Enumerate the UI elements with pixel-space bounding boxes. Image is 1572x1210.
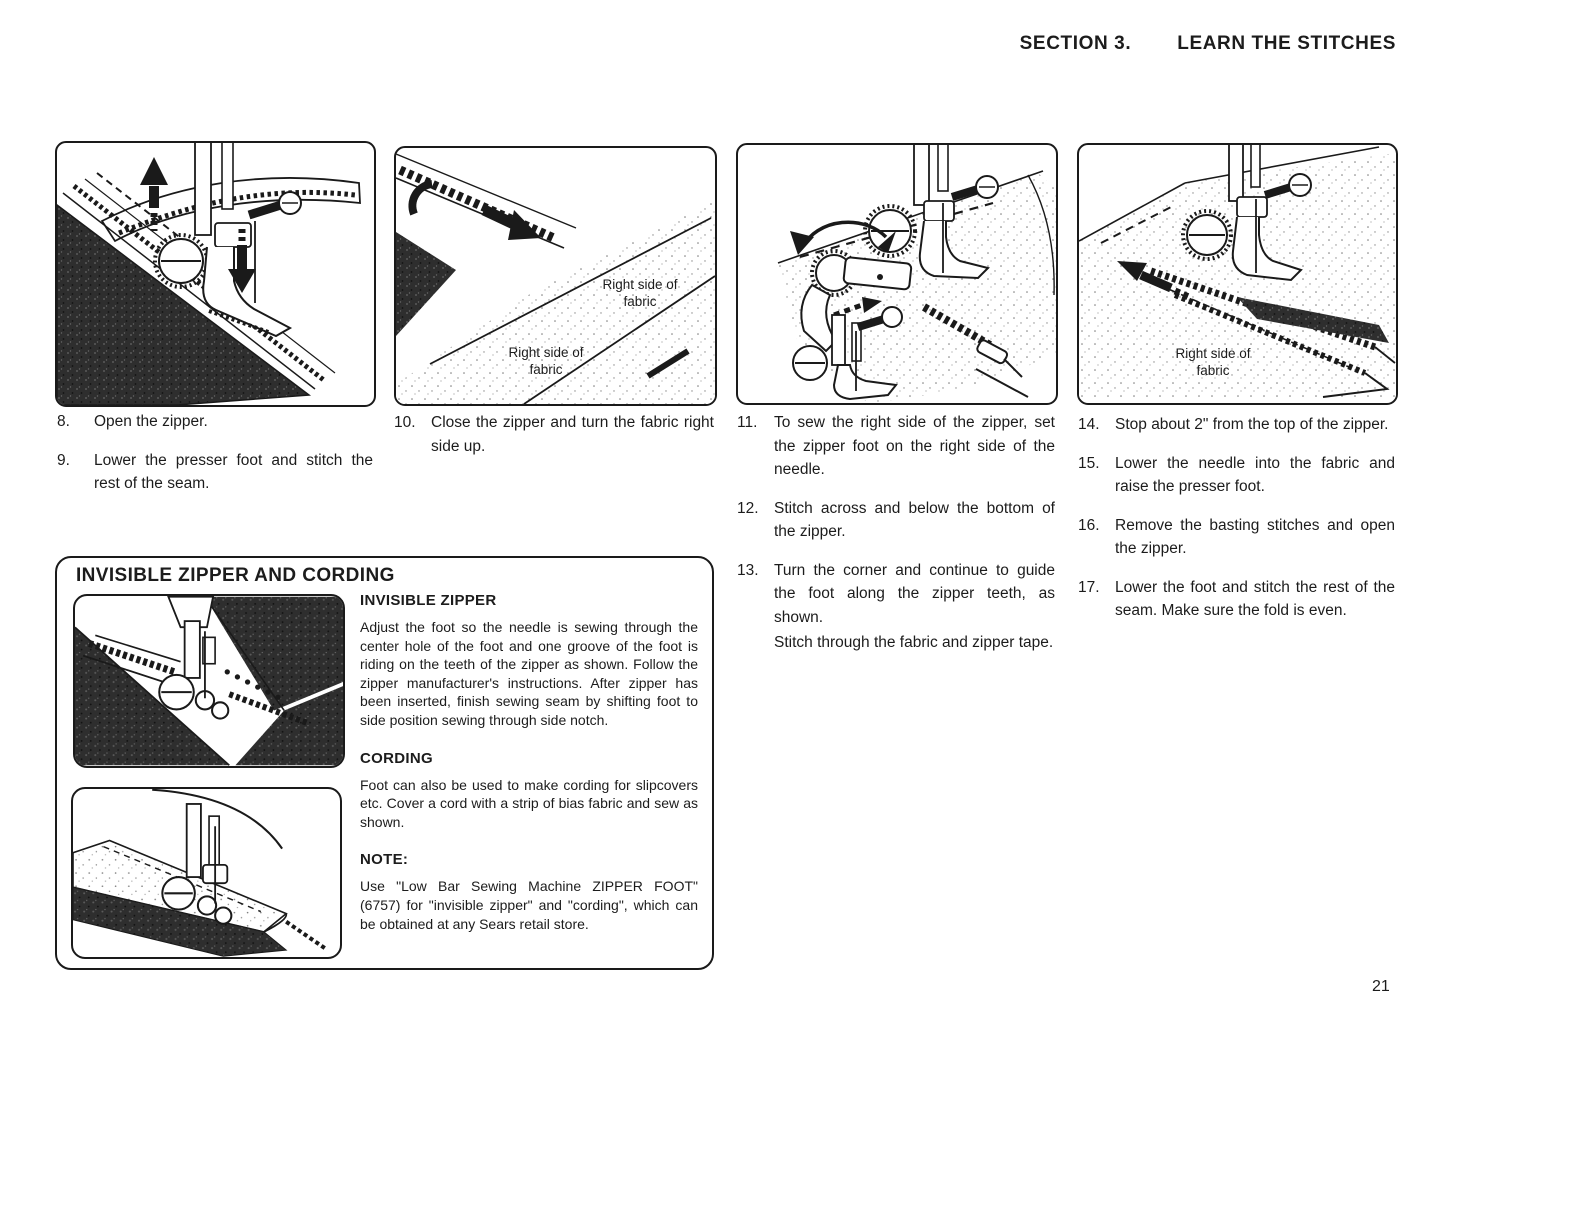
fig4-label: Right side of fabric: [1175, 346, 1251, 379]
figure-stop-near-top: [1077, 143, 1398, 405]
cording-heading: CORDING: [360, 749, 433, 767]
invisible-zipper-heading: INVISIBLE ZIPPER: [360, 592, 497, 609]
section-cording: [360, 750, 698, 832]
step-text: Lower the presser foot and stitch the rest of the seam.: [94, 451, 373, 493]
section-note: [360, 851, 698, 933]
step-text: Stitch across and below the bottom of the zipper.: [774, 499, 1055, 541]
step-number: 11.: [737, 414, 758, 431]
note-body: Use "Low Bar Sewing Machine ZIPPER FOOT" (6757) for "invisible zipper" and "cording", which can be obtained at any Sears retail store.: [360, 878, 698, 932]
cording-body: Foot can also be used to make cording for slipcovers etc. Cover a cord with a strip of bias fabric and sew as shown.: [360, 776, 698, 830]
step-text: Lower the foot and stitch the rest of the seam. Make sure the fold is even.: [1115, 578, 1395, 620]
figure-open-zipper: [55, 141, 376, 407]
step-text: Close the zipper and turn the fabric right side up.: [431, 414, 714, 455]
step-text-paragraph: Stitch through the fabric and zipper tape.: [774, 634, 1054, 652]
figure-zipper-foot-right-side: [736, 143, 1058, 405]
step-text: [774, 559, 1055, 655]
page-number: 21: [1372, 978, 1390, 995]
step-number: 12.: [737, 499, 759, 517]
section-invisible-zipper: [360, 592, 698, 730]
figure-cording: [71, 787, 342, 959]
step-text: Stop about 2" from the top of the zipper.: [1115, 416, 1389, 433]
step-number: 13.: [737, 561, 759, 579]
step-number: 15.: [1078, 454, 1100, 472]
step-text: Remove the basting stitches and open the zipper.: [1115, 516, 1395, 558]
step-number: 17.: [1078, 578, 1100, 596]
steps-column-1: [57, 410, 373, 511]
step-9: [57, 449, 373, 496]
direction-arrow-icon: [484, 210, 541, 240]
note-heading: NOTE:: [360, 851, 409, 869]
step-12: [737, 497, 1055, 544]
step-text: Lower the needle into the fabric and raise the presser foot.: [1115, 454, 1395, 496]
step-10: [394, 411, 714, 458]
section-title: LEARN THE STITCHES: [1177, 33, 1396, 54]
dark-fabric: [205, 597, 343, 711]
step-11: [737, 411, 1055, 482]
section-number: SECTION 3.: [1019, 33, 1132, 54]
fig2-label-lower: Right side of fabric: [508, 345, 584, 378]
figure-invisible-zipper: [73, 594, 345, 768]
cording-illustration: [73, 789, 340, 957]
step-number: 8.: [57, 413, 70, 430]
info-box-text: [360, 592, 698, 953]
step-text: Open the zipper.: [94, 413, 208, 430]
step-number: 14.: [1078, 416, 1100, 433]
figure-close-zipper: [394, 146, 717, 406]
step-text-paragraph: Turn the corner and continue to guide the foot along the zipper teeth, as shown.: [774, 561, 1055, 626]
zipper-foot-illustration: [738, 145, 1056, 403]
invisible-zipper-illustration: [75, 596, 343, 766]
step-13: [737, 559, 1055, 655]
steps-column-2: [394, 411, 714, 473]
fig2-label-upper: Right side of fabric: [602, 277, 678, 310]
dark-fabric: [57, 205, 309, 405]
coil-curl: [412, 184, 432, 214]
step-17: [1078, 576, 1395, 623]
step-16: [1078, 514, 1395, 561]
open-zipper-illustration: [57, 143, 374, 405]
step-8: [57, 410, 373, 434]
step-14: [1078, 413, 1395, 437]
step-number: 10.: [394, 414, 416, 431]
steps-column-3: [737, 411, 1055, 670]
page-header: [1020, 33, 1396, 55]
step-text: To sew the right side of the zipper, set the zipper foot on the right side of the needle.: [774, 414, 1055, 479]
cord: [286, 922, 325, 948]
invisible-zipper-body: Adjust the foot so the needle is sewing through the center hole of the foot and one groove of the foot is riding on the teeth of the zipper as shown. Follow the zipper manufacturer's instructions. After zipper has been inserted, finish sewing seam by shifting foot to side position sewing through side notch.: [360, 619, 698, 729]
step-number: 9.: [57, 451, 70, 469]
steps-column-4: [1078, 413, 1395, 638]
invisible-zipper-cording-box: [55, 556, 714, 970]
dark-fabric: [396, 232, 456, 336]
step-number: 16.: [1078, 516, 1100, 534]
info-box-title: INVISIBLE ZIPPER AND CORDING: [76, 565, 395, 586]
step-15: [1078, 452, 1395, 499]
